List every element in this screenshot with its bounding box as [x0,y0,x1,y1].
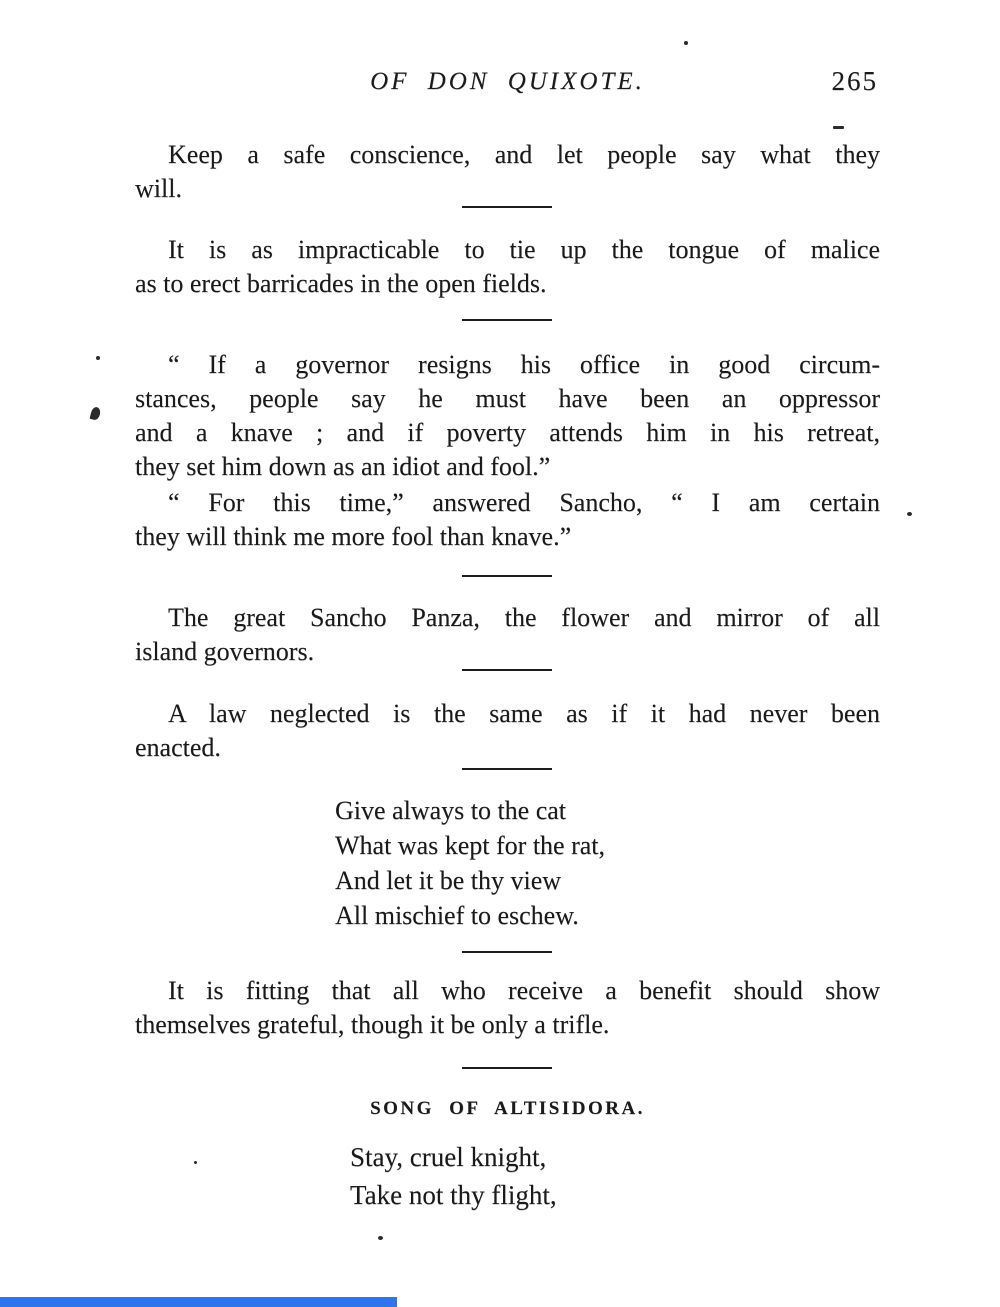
text-line: will. [135,174,182,203]
text-line: and a knave ; and if poverty attends him in his retreat, [135,418,880,447]
text-line: It is fitting that all who receive a benefit should show [168,976,880,1005]
text-line: they set him down as an idiot and fool.” [135,452,551,481]
verse-block [335,793,605,933]
paragraph [135,486,880,554]
text-line: stances, people say he must have been an oppressor [135,384,880,413]
text-line: “ For this time,” answered Sancho, “ I am certain [168,488,880,517]
paragraph [135,697,880,765]
section-divider [462,1067,552,1069]
ink-speck [378,1236,383,1240]
ink-speck [194,1161,197,1164]
text-line: The great Sancho Panza, the flower and mirror of all [168,603,880,632]
paragraph [135,348,880,484]
text-line: It is as impracticable to tie up the tongue of malice [168,235,880,264]
paragraph [135,233,880,301]
paragraph [135,138,880,206]
song-line: Stay, cruel knight, [350,1142,547,1172]
verse-line: All mischief to eschew. [335,901,579,930]
paragraph [135,601,880,669]
section-divider [462,575,552,577]
ink-speck [907,512,912,516]
verse-line: What was kept for the rat, [335,831,606,860]
ink-speck [90,406,102,421]
scan-artifact-bar [0,1297,397,1307]
text-line: “ If a governor resigns his office in good circum- [168,350,880,379]
song-heading: SONG OF ALTISIDORA. [370,1098,645,1119]
text-line: enacted. [135,733,221,762]
ink-speck [684,41,688,45]
verse-line: Give always to the cat [335,796,567,825]
section-divider [462,951,552,953]
section-divider [462,206,552,208]
text-line: as to erect barricades in the open fields. [135,269,547,298]
section-divider [462,768,552,770]
page-number: 265 [831,66,878,96]
paragraph [135,974,880,1042]
ink-speck [96,356,100,360]
section-divider [462,319,552,321]
song-line: Take not thy flight, [350,1180,557,1210]
ink-speck [833,126,844,129]
running-title: OF DON QUIXOTE. [370,68,645,95]
text-line: Keep a safe conscience, and let people say what they [168,140,880,169]
verse-line: And let it be thy view [335,866,562,895]
text-line: they will think me more fool than knave.” [135,522,572,551]
song-block [350,1138,557,1214]
text-line: themselves grateful, though it be only a trifle. [135,1010,610,1039]
text-line: island governors. [135,637,315,666]
section-divider [462,669,552,671]
text-line: A law neglected is the same as if it had never been [168,699,880,728]
